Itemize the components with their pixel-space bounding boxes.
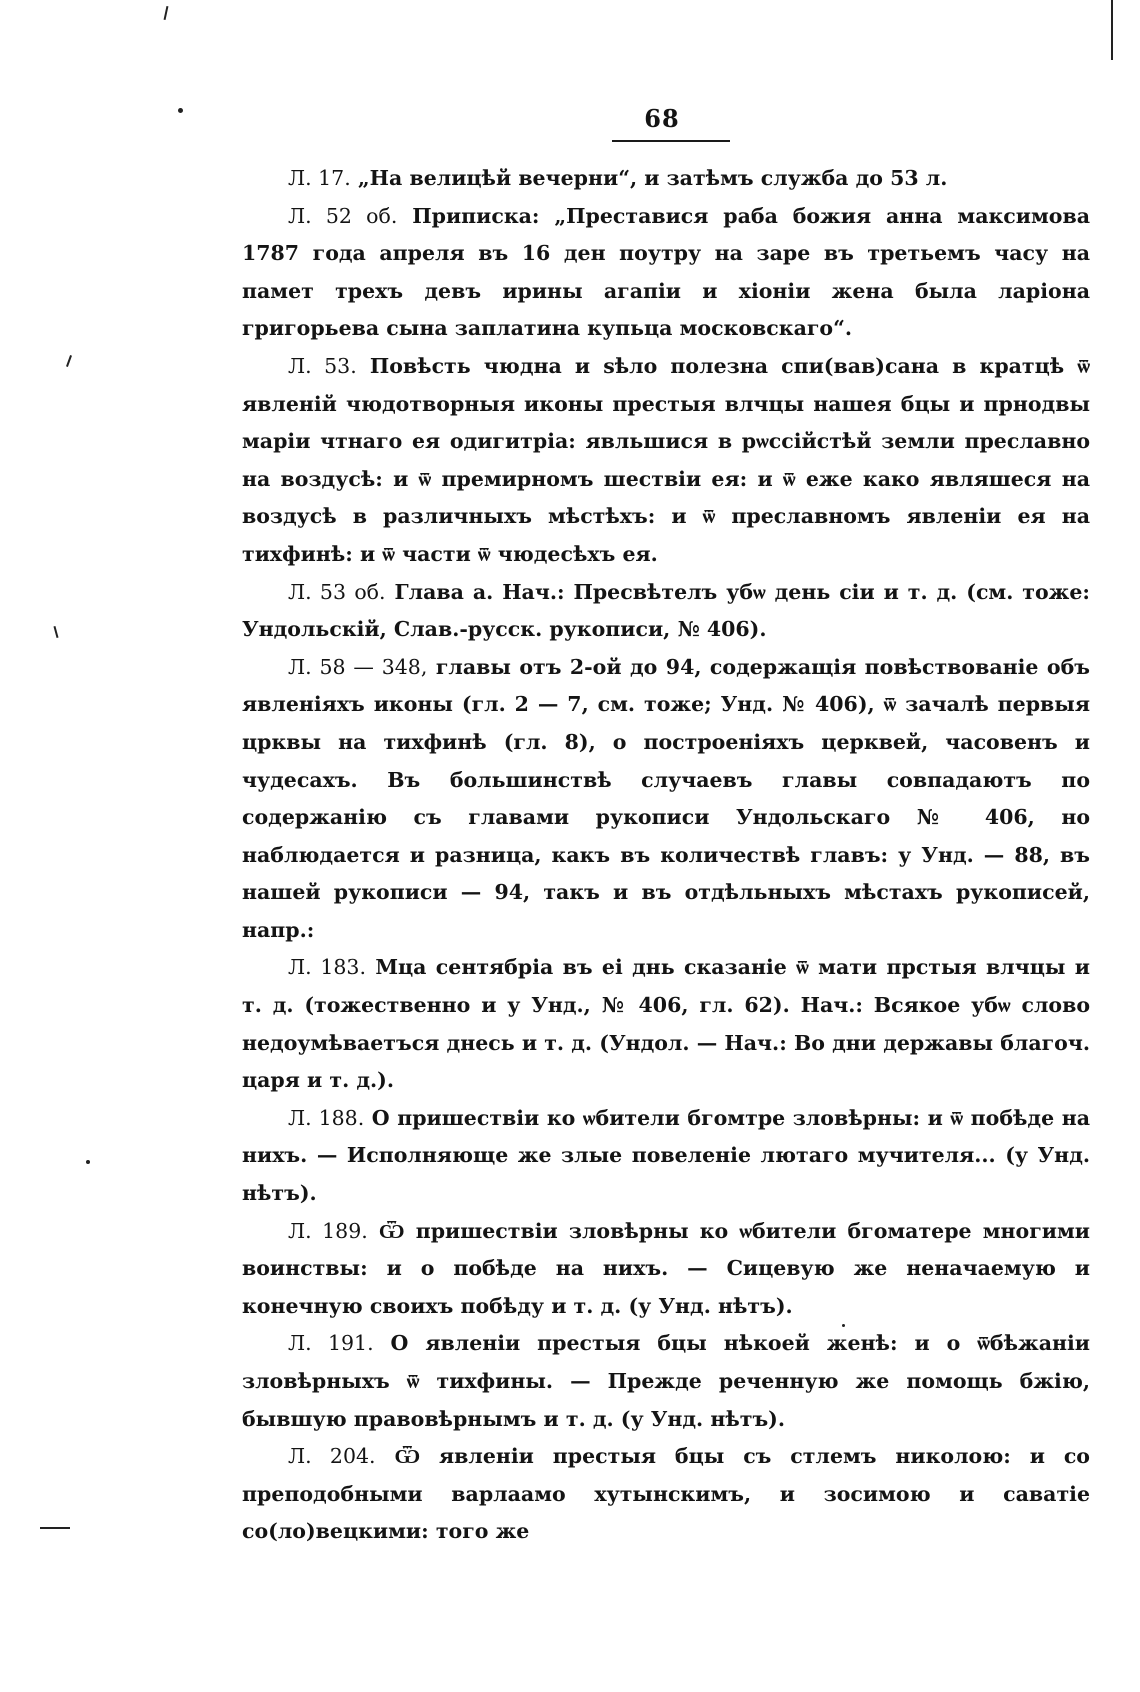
entry-paragraph bbox=[242, 574, 1090, 649]
page-number: 68 bbox=[644, 104, 680, 133]
folio-reference: Л. 58 — 348, bbox=[288, 654, 428, 679]
scan-speck bbox=[178, 108, 183, 113]
folio-reference: Л. 53 об. bbox=[288, 579, 386, 604]
entry-text: Глава а. Нач.: Пресвѣтелъ убѡ день сiи и т. д. (см. тоже: Ундольскiй, Слав.-русск. рукописи, № 406). bbox=[242, 579, 1090, 642]
entry-paragraph bbox=[242, 1438, 1090, 1551]
folio-reference: Л. 52 об. bbox=[288, 203, 398, 228]
entry-text: главы отъ 2-ой до 94, содержащiя повѣствованiе объ явленiяхъ иконы (гл. 2 — 7, см. тоже; Унд. № 406), ѿ зачалѣ первыя црквы на тихфинѣ (гл. 8), о построенiяхъ церквей, часовенъ и чудесахъ. Въ большинствѣ случаевъ главы совпадаютъ по содержанiю съ главами рукописи Ундольскаго № 406, но наблюдается и разница, какъ въ количествѣ главъ: у Унд. — 88, въ нашей рукописи — 94, такъ и въ отдѣльныхъ мѣстахъ рукописей, напр.: bbox=[242, 654, 1090, 942]
entry-paragraph bbox=[242, 1213, 1090, 1326]
scan-speck bbox=[53, 626, 58, 638]
entry-paragraph bbox=[242, 1325, 1090, 1438]
entry-text: Мца сентябрiа въ ei днь сказанiе ѿ мати прстыя влчцы и т. д. (тожественно и у Унд., № 406, гл. 62). Нач.: Всякое убѡ слово недоумѣваетъся днесь и т. д. (Ундол. — Нач.: Во дни державы благоч. царя и т. д.). bbox=[242, 955, 1090, 1093]
body-text bbox=[242, 160, 1090, 1551]
scan-speck bbox=[164, 6, 169, 20]
folio-reference: Л. 183. bbox=[288, 955, 366, 980]
folio-reference: Л. 204. bbox=[288, 1444, 376, 1469]
folio-reference: Л. 191. bbox=[288, 1331, 374, 1356]
entry-text: Приписка: „Преставися раба божия анна максимова 1787 года апреля въ 16 ден поутру на заре въ третьемъ часу на памет трехъ девъ ирины агапiи и хiонiи жена была ларiона григорьева сына заплатина купьца московскаго“. bbox=[242, 203, 1090, 341]
entry-paragraph bbox=[242, 160, 1090, 198]
entry-paragraph bbox=[242, 649, 1090, 950]
scan-speck bbox=[86, 1160, 90, 1164]
margin-mark bbox=[40, 1527, 70, 1529]
folio-reference: Л. 189. bbox=[288, 1218, 368, 1243]
entry-paragraph bbox=[242, 348, 1090, 574]
entry-text: Ѿ пришествiи зловѣрны ко ѡбители бгоматере многими воинствы: и о побѣде на нихъ. — Сицевую же неначаемую и конечную своихъ побѣду и т. д. (у Унд. нѣтъ). bbox=[242, 1218, 1090, 1318]
binding-edge bbox=[1111, 0, 1113, 60]
folio-reference: Л. 188. bbox=[288, 1105, 365, 1130]
folio-reference: Л. 17. bbox=[288, 166, 351, 190]
scan-speck bbox=[66, 355, 72, 367]
entry-text: Ѿ явленiи престыя бцы съ стлемъ николою: и со преподобными варлаамо хутынскимъ, и зосимою и саватiе со(ло)вецкими: того же bbox=[242, 1444, 1090, 1544]
entry-text: О явленiи престыя бцы нѣкоей женѣ: и о ѿбѣжанiи зловѣрныхъ ѿ тихфины. — Прежде реченную же помощь бжiю, бывшую правовѣрнымъ и т. д. (у Унд. нѣтъ). bbox=[242, 1331, 1090, 1431]
page-number-rule bbox=[612, 140, 730, 142]
entry-paragraph bbox=[242, 949, 1090, 1099]
folio-reference: Л. 53. bbox=[288, 353, 357, 378]
entry-text: Повѣсть чюдна и ѕѣло полезна спи(вав)сана в кратцѣ ѿ явленiй чюдотворныя иконы престыя влчцы нашея бцы и прнодвы марiи чтнаго ея одигитрiа: явльшися в рѡссiйстѣй земли преславно на воздусѣ: и ѿ премирномъ шествiи ея: и ѿ еже како являшеся на воздусѣ в различныхъ мѣстѣхъ: и ѿ преславномъ явленiи ея на тихфинѣ: и ѿ части ѿ чюдесѣхъ ея. bbox=[242, 353, 1091, 566]
entry-paragraph bbox=[242, 198, 1090, 348]
entry-paragraph bbox=[242, 1100, 1090, 1213]
entry-text: „На велицѣй вечерни“, и затѣмъ служба до 53 л. bbox=[357, 166, 948, 190]
entry-text: О пришествiи ко ѡбители бгомтре зловѣрны: и ѿ побѣде на нихъ. — Исполняюще же злые повеленiе лютаго мучителя... (у Унд. нѣтъ). bbox=[242, 1105, 1090, 1206]
